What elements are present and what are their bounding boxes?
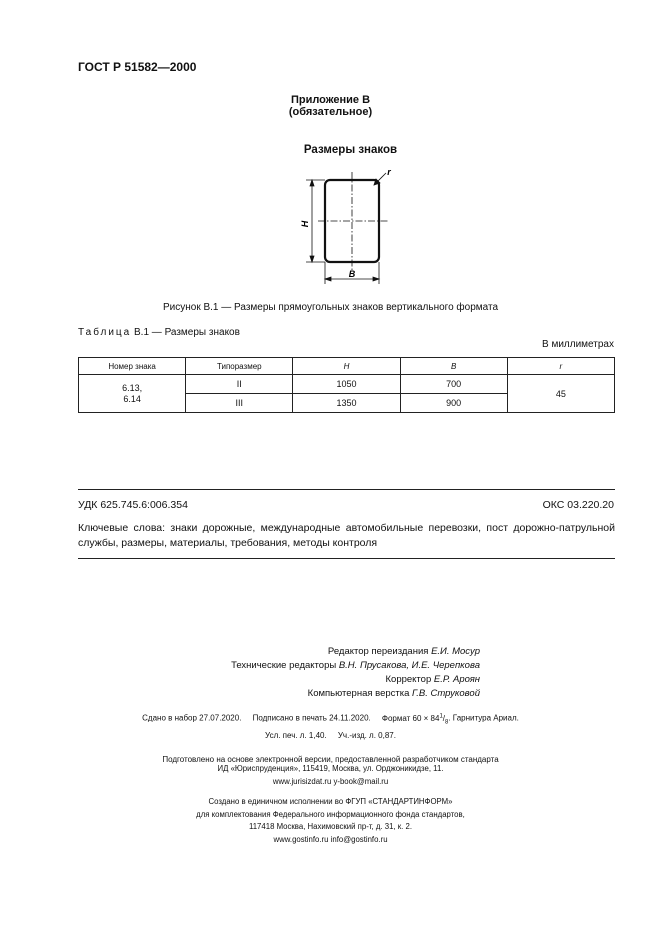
- cell-r: 45: [507, 375, 614, 413]
- center-lines: [318, 172, 388, 270]
- divider-top: [78, 489, 615, 490]
- format-prefix: Формат 60 × 84: [381, 713, 440, 723]
- prepared-note: Подготовлено на основе электронной версии, предоставленной разработчиком стандарта: [162, 755, 499, 765]
- print-info-line: [0, 709, 661, 729]
- printer-line: 117418 Москва, Нахимовский пр-т, д. 31, к. 2.: [248, 822, 413, 831]
- credit-role: Редактор переиздания: [327, 646, 432, 657]
- cell-h: 1350: [293, 394, 400, 413]
- table-header-row: [79, 358, 615, 375]
- credit-corrector: [140, 673, 480, 687]
- signed-date: Подписано в печать 24.11.2020.: [252, 713, 371, 723]
- header-b: B: [400, 358, 507, 375]
- table-row: [79, 375, 615, 394]
- cell-b: 700: [400, 375, 507, 394]
- printer-line: www.gostinfo.ru info@gostinfo.ru: [273, 834, 388, 844]
- cell-sign-number: [79, 375, 186, 413]
- print-sheets: Усл. печ. л. 1,40.: [265, 731, 327, 741]
- keywords: Ключевые слова: знаки дорожные, международные автомобильные перевозки, пост дорожно-патрульной службы, размеры, материалы, требования, методы контроля: [78, 522, 615, 549]
- oks-code: ОКС 03.220.20: [542, 499, 614, 511]
- header-r: r: [507, 358, 614, 375]
- header-h: H: [293, 358, 400, 375]
- credit-role: Компьютерная верстка: [307, 688, 413, 699]
- header-size-type: Типоразмер: [186, 358, 293, 375]
- print-info-line: [0, 729, 661, 743]
- printer-line: для комплектования Федерального информационного фонда стандартов,: [196, 809, 465, 819]
- sign-number-line: 6.13,: [122, 382, 143, 393]
- publisher-address: ИД «Юриспруденция», 115419, Москва, ул. Орджоникидзе, 11.: [217, 764, 444, 773]
- table-caption-text: В.1 — Размеры знаков: [131, 327, 240, 338]
- table-units: В миллиметрах: [542, 339, 614, 350]
- cell-size: II: [186, 375, 293, 394]
- credit-name: В.Н. Прусакова, И.Е. Черепкова: [338, 660, 480, 671]
- credit-role: Корректор: [385, 674, 434, 685]
- sign-number-line: 6.14: [123, 393, 141, 404]
- typeface: . Гарнитура Ариал.: [448, 713, 519, 723]
- publisher-contacts: www.jurisizdat.ru y-book@mail.ru: [272, 777, 389, 786]
- credit-name: Г.В. Струковой: [412, 688, 480, 699]
- print-info: [0, 709, 661, 767]
- udk-code: УДК 625.745.6:006.354: [78, 499, 188, 511]
- header-sign-number: Номер знака: [79, 358, 186, 375]
- section-title: Размеры знаков: [303, 144, 398, 156]
- credit-name: Е.И. Мосур: [431, 646, 480, 657]
- annex-status: (обязательное): [288, 106, 373, 118]
- printer-line: Создано в единичном исполнении во ФГУП «СТАНДАРТИНФОРМ»: [208, 797, 453, 806]
- format-denominator: 8: [445, 719, 449, 726]
- printer-block: [0, 796, 661, 846]
- table-caption-prefix: Таблица: [78, 327, 132, 338]
- credit-name: Е.Р. Ароян: [433, 674, 480, 685]
- width-label: B: [348, 269, 356, 279]
- credit-layout: [140, 687, 480, 701]
- cell-size: III: [186, 394, 293, 413]
- table-caption: [78, 327, 240, 338]
- set-date: Сдано в набор 27.07.2020.: [142, 713, 242, 723]
- credit-tech-editors: [140, 659, 480, 673]
- publisher-block: [0, 762, 661, 788]
- format-numerator: 1: [439, 713, 443, 719]
- annex-title: Приложение В: [290, 94, 371, 106]
- dimensions-table: [78, 357, 615, 413]
- radius-leader: [374, 173, 386, 185]
- cell-h: 1050: [293, 375, 400, 394]
- publisher-sheets: Уч.-изд. л. 0,87.: [337, 731, 396, 741]
- annex-heading: [0, 94, 661, 118]
- sign-dimension-figure: [298, 168, 398, 288]
- document-code: ГОСТ Р 51582—2000: [78, 60, 197, 74]
- paper-format: Формат $60 \times 84^1/_8$: [381, 713, 449, 726]
- divider-bottom: [78, 558, 615, 559]
- credit-editor: [140, 645, 480, 659]
- figure-caption: Рисунок В.1 — Размеры прямоугольных знаков вертикального формата: [162, 302, 499, 313]
- radius-label: r: [387, 168, 391, 177]
- credit-role: Технические редакторы: [231, 660, 339, 671]
- height-label: H: [300, 220, 310, 228]
- cell-b: 900: [400, 394, 507, 413]
- credits-block: [140, 645, 480, 701]
